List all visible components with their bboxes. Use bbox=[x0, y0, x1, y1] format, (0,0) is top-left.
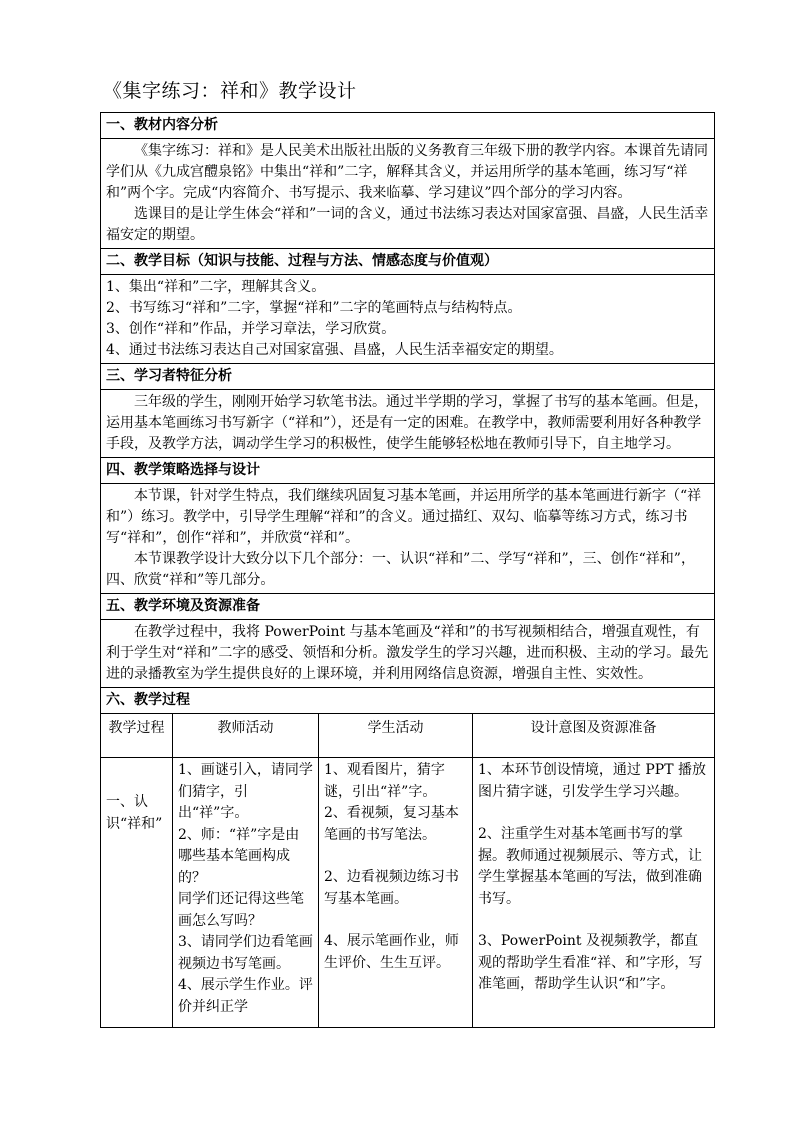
teacher-item-2: 2、师：“祥”字是由哪些基本笔画构成的？ bbox=[178, 826, 300, 886]
student-item-2: 2、看视频，复习基本笔画的书写笔法。 bbox=[324, 805, 459, 843]
col-header-intent: 设计意图及资源准备 bbox=[473, 714, 715, 758]
goal-item-3: 3、创作“祥和”作品，并学习章法，学习欣赏。 bbox=[106, 321, 396, 337]
section-2-body bbox=[101, 275, 715, 364]
section-4-body bbox=[101, 484, 715, 594]
goal-item-1: 1、集出“祥和”二字，理解其含义。 bbox=[106, 279, 326, 295]
col-header-student: 学生活动 bbox=[319, 714, 473, 758]
lesson-table bbox=[100, 112, 715, 1028]
section-4-para-1: 本节课，针对学生特点，我们继续巩固复习基本笔画，并运用所学的基本笔画进行新字（“祥和”）练习。教学中，引导学生理解“祥和”的含义。通过描红、双勾、临摹等练习方式，练习书写“祥和”，创作“祥和”，并欣赏“祥和”。 bbox=[106, 488, 702, 546]
student-item-3: 2、边看视频边练习书写基本笔画。 bbox=[324, 869, 459, 907]
intent-item-3: 3、PowerPoint 及视频教学，都直观的帮助学生看准“祥、和”字形，写准笔画，帮助学生认识“和”字。 bbox=[478, 933, 703, 992]
teacher-activity-cell bbox=[173, 758, 319, 1028]
stage-label: 一、认识“祥和” bbox=[101, 758, 173, 1028]
student-item-1: 1、观看图片，猜字谜，引出“祥”字。 bbox=[324, 762, 445, 800]
teacher-item-4: 3、请同学们边看笔画视频边书写笔画。 bbox=[178, 934, 313, 972]
col-header-stage: 教学过程 bbox=[101, 714, 173, 758]
goal-item-2: 2、书写练习“祥和”二字，掌握“祥和”二字的笔画特点与结构特点。 bbox=[106, 300, 522, 316]
section-3-heading: 三、学习者特征分析 bbox=[101, 364, 715, 390]
teacher-item-3: 同学们还记得这些笔画怎么写吗？ bbox=[178, 891, 304, 929]
section-3-body bbox=[101, 390, 715, 458]
document-title: 《集字练习：祥和》教学设计 bbox=[103, 80, 357, 102]
lesson-plan-table bbox=[100, 112, 714, 1028]
goal-item-4: 4、通过书法练习表达自己对国家富强、昌盛，人民生活幸福安定的期望。 bbox=[106, 342, 563, 358]
section-5-para-1: 在教学过程中，我将 PowerPoint 与基本笔画及“祥和”的书写视频相结合，增强直观性，有利于学生对“祥和”二字的感受、领悟和分析。激发学生的学习兴趣，进而积极、主动的学习。最先进的录播教室为学生提供良好的上课环境，并利用网络信息资源，增强自主性、实效性。 bbox=[106, 624, 709, 682]
col-header-teacher: 教师活动 bbox=[173, 714, 319, 758]
teacher-item-5: 4、展示学生作业。评价并纠正学 bbox=[178, 977, 313, 1015]
intent-item-2: 2、注重学生对基本笔画书写的掌握。教师通过视频展示、等方式，让学生掌握基本笔画的写法，做到准确书写。 bbox=[478, 826, 702, 907]
section-5-body bbox=[101, 620, 715, 688]
design-intent-cell bbox=[473, 758, 715, 1028]
student-activity-cell bbox=[319, 758, 473, 1028]
section-3-para-1: 三年级的学生，刚刚开始学习软笔书法。通过半学期的学习，掌握了书写的基本笔画。但是，运用基本笔画练习书写新字（“祥和”），还是有一定的困难。在教学中，教师需要利用好各种教学手段，及教学方法，调动学生学习的积极性，使学生能够轻松地在教师引导下，自主地学习。 bbox=[106, 394, 708, 452]
section-1-heading: 一、教材内容分析 bbox=[101, 113, 715, 139]
intent-item-1: 1、本环节创设情境，通过 PPT 播放图片猜字谜，引发学生学习兴趣。 bbox=[478, 762, 706, 800]
section-4-para-2: 本节课教学设计大致分以下几个部分：一、认识“祥和”二、学写“祥和”，三、创作“祥和”，四、欣赏“祥和”等几部分。 bbox=[106, 551, 695, 588]
section-6-heading: 六、教学过程 bbox=[101, 688, 715, 714]
section-5-heading: 五、教学环境及资源准备 bbox=[101, 594, 715, 620]
section-2-heading: 二、教学目标（知识与技能、过程与方法、情感态度与价值观） bbox=[101, 249, 715, 275]
section-1-body bbox=[101, 139, 715, 249]
teacher-item-1: 1、画谜引入，请同学们猜字，引出“祥”字。 bbox=[178, 762, 313, 821]
section-4-heading: 四、教学策略选择与设计 bbox=[101, 458, 715, 484]
section-1-para-2: 选课目的是让学生体会“祥和”一词的含义，通过书法练习表达对国家富强、昌盛，人民生活幸福安定的期望。 bbox=[106, 206, 709, 243]
student-item-4: 4、展示笔画作业，师生评价、生生互评。 bbox=[324, 933, 459, 971]
section-1-para-1: 《集字练习：祥和》是人民美术出版社出版的义务教育三年级下册的教学内容。本课首先请同学们从《九成宫醴泉铭》中集出“祥和”二字，解释其含义，并运用所学的基本笔画，练习写“祥和”两个字。完成“内容简介、书写提示、我来临摹、学习建议”四个部分的学习内容。 bbox=[106, 143, 708, 201]
